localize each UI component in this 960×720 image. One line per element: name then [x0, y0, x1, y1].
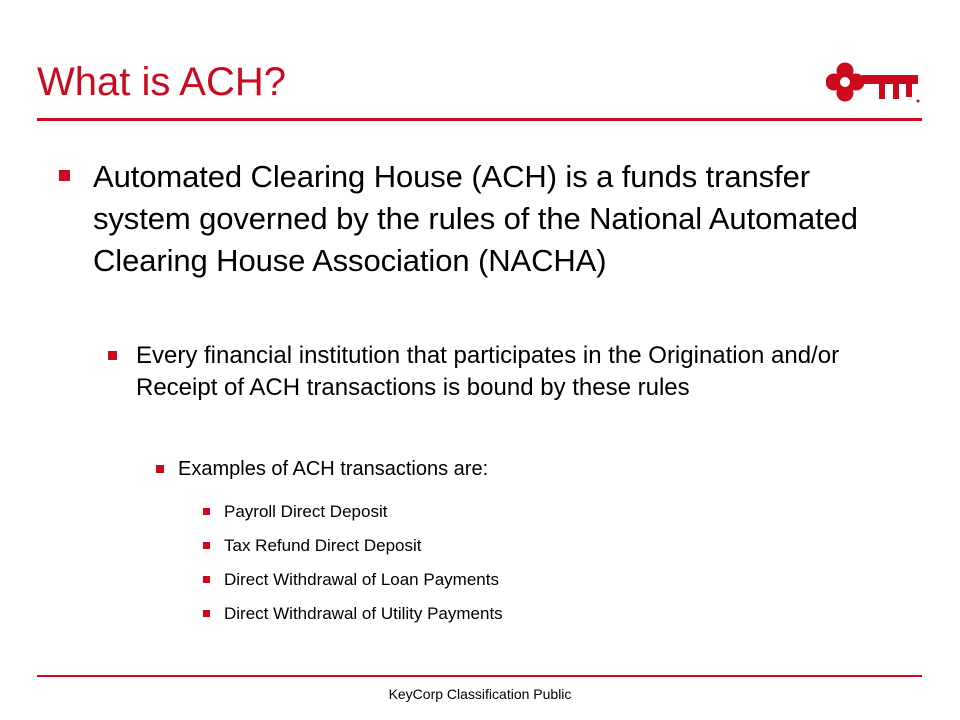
footer-classification: KeyCorp Classification Public — [388, 686, 572, 702]
bullet-square-icon — [203, 542, 210, 549]
bullet-text: Direct Withdrawal of Utility Payments — [224, 604, 503, 623]
bullet-square-icon — [203, 576, 210, 583]
bullet-square-icon — [156, 465, 164, 473]
bullet-square-icon — [59, 170, 70, 181]
bullet-text: Payroll Direct Deposit — [224, 502, 388, 521]
bullet-text: Examples of ACH transactions are: — [178, 458, 489, 480]
bullet-square-icon — [108, 351, 117, 360]
slide-title: What is ACH? — [37, 60, 286, 104]
bullet-text: Tax Refund Direct Deposit — [224, 536, 422, 555]
bullet-text: Automated Clearing House (ACH) is a funds transfer system governed by the rules of the National Automated Clearing House Association (NACHA) — [93, 159, 858, 278]
bullet-square-icon — [203, 610, 210, 617]
bullet-square-icon — [203, 508, 210, 515]
footer-divider — [37, 675, 922, 677]
bullet-text: Direct Withdrawal of Loan Payments — [224, 570, 499, 589]
bullet-text: Every financial institution that participates in the Origination and/or Receipt of ACH transactions is bound by these rules — [136, 342, 840, 401]
